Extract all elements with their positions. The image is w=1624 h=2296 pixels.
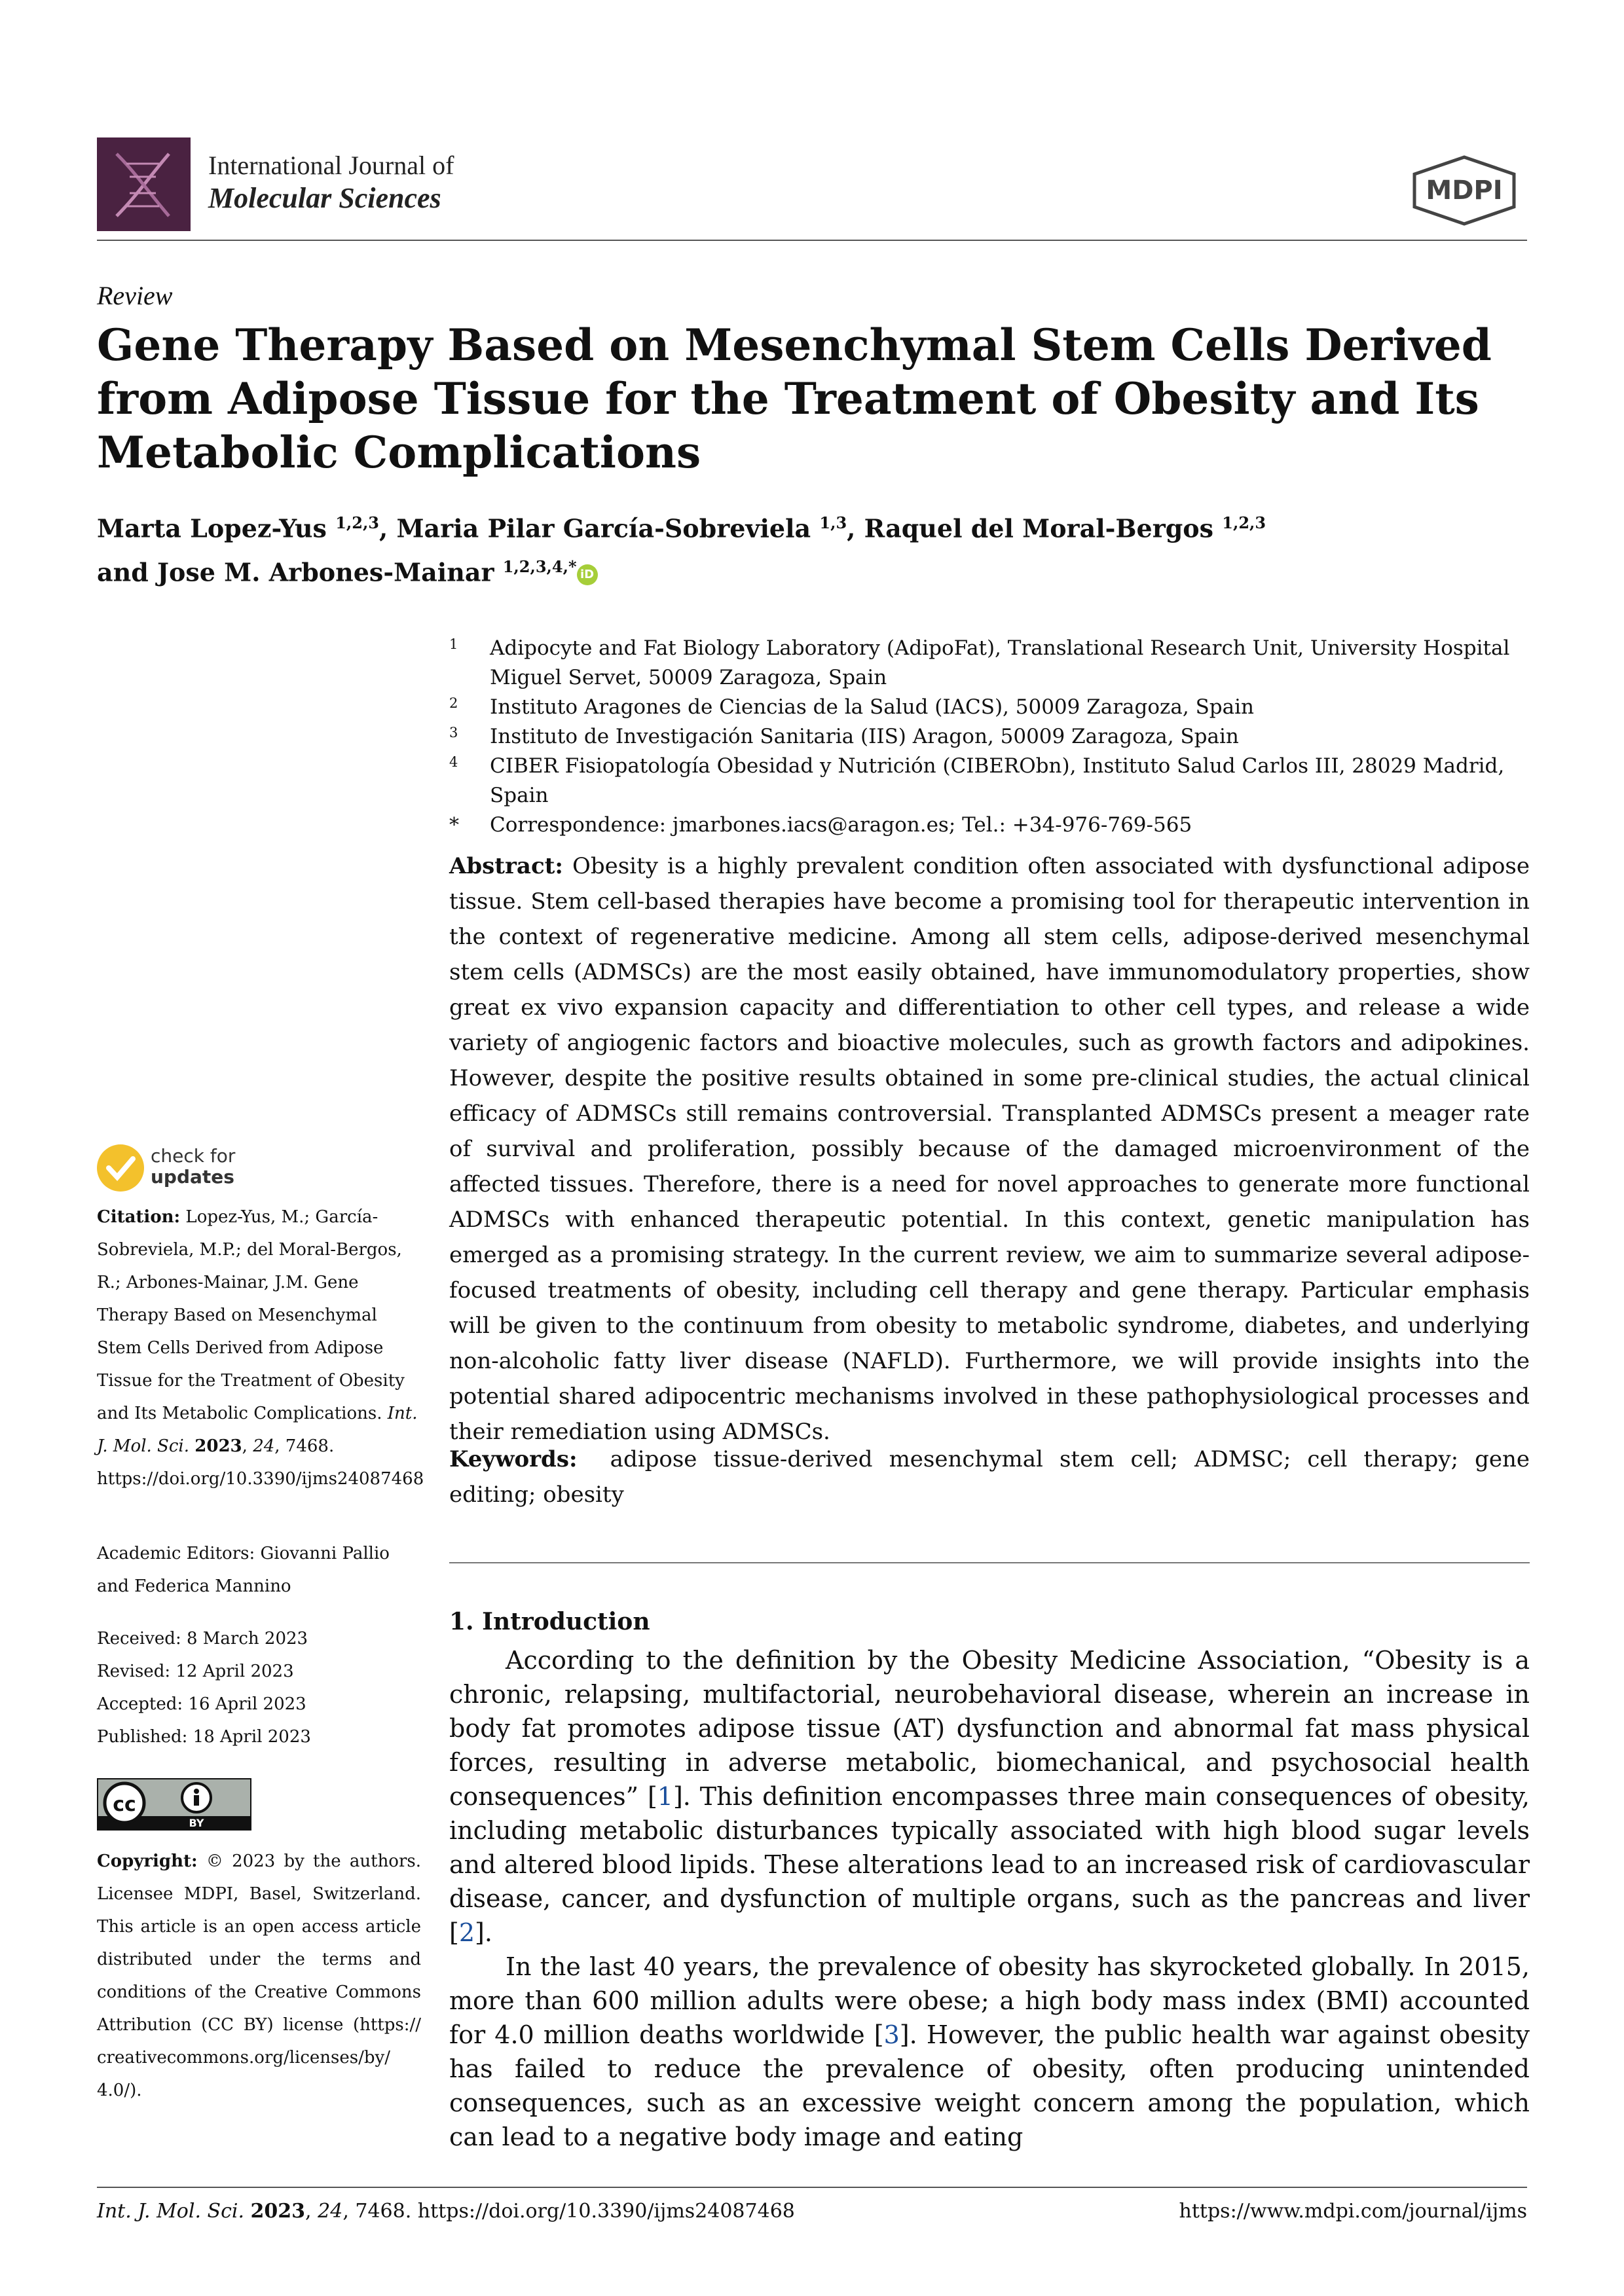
- paragraph: [449, 1950, 1530, 2154]
- copyright-label: Copyright:: [97, 1851, 198, 1871]
- paragraph-text: ]. This definition encompasses three main consequences of obesity, including metabolic disturbances typically associated with high blood sugar levels and altered blood lipids. These alterations lead to an increased risk of cardiovascular disease, cancer, and dysfunction of multiple organs, such as the pancreas and liver [: [449, 1782, 1530, 1947]
- affiliation-number: 2: [449, 695, 458, 711]
- paragraph-text: According to the definition by the Obesity Medicine Association, “Obesity is a chronic, relapsing, multifactorial, neurobehavioral disease, wherein an increase in body fat promotes adipose tissue (AT) dysfunction and abnormal fat mass physical forces, resulting in adverse metabolic, biomechanical, and psychosocial health consequences” [: [449, 1646, 1530, 1811]
- affiliation-number: 4: [449, 754, 458, 770]
- citation-label: Citation:: [97, 1207, 181, 1227]
- affiliation-text: Instituto de Investigación Sanitaria (IIS) Aragon, 50009 Zaragoza, Spain: [490, 725, 1239, 748]
- correspondence-mark: *: [449, 814, 459, 837]
- reference-link[interactable]: 1: [657, 1782, 673, 1811]
- introduction-body: [449, 1643, 1530, 2154]
- academic-editors: Academic Editors: Giovanni Pallio and Federica Mannino: [97, 1544, 390, 1596]
- paragraph-text: ].: [475, 1918, 492, 1947]
- abstract: [449, 848, 1530, 1449]
- affiliation-item: [449, 693, 1530, 722]
- footer-volume: 24: [318, 2200, 343, 2223]
- keywords: [449, 1442, 1530, 1512]
- abstract-text: Obesity is a highly prevalent condition often associated with dysfunctional adipose tissue. Stem cell-based therapies have become a promising tool for therapeutic intervention in the context of regenerative medicine. Among all stem cells, adipose-derived mesenchymal stem cells (ADMSCs) are the most easily obtained, have immunomodulatory properties, show great ex vivo expansion capacity and differentiation to other cell types, and release a wide variety of angiogenic factors and bioactive molecules, such as growth factors and adipokines. However, despite the positive results obtained in some pre-clinical studies, the actual clinical efficacy of ADMSCs still remains controversial. Transplanted ADMSCs present a meager rate of survival and proliferation, possibly because of the damaged microenvironment of the affected tissues. Therefore, there is a need for novel approaches to generate more functional ADMSCs with enhanced therapeutic potential. In this context, genetic manipulation has emerged as a promising strategy. In the current review, we aim to summarize several adipose-focused treatments of obesity, including cell therapy and gene therapy. Particular emphasis will be given to the continuum from obesity to metabolic syndrome, diabetes, and underlying non-alcoholic fatty liver disease (NAFLD). Furthermore, we will provide insights into the potential shared adipocentric mechanisms involved in these pathophysiological processes and their remediation using ADMSCs.: [449, 853, 1530, 1445]
- section-heading: 1. Introduction: [449, 1608, 650, 1635]
- affiliation-item: [449, 752, 1530, 811]
- copyright: [97, 1845, 421, 2107]
- affiliation-text: Adipocyte and Fat Biology Laboratory (AdipoFat), Translational Research Unit, University Hospital Miguel Servet, 50009 Zaragoza, Spain: [490, 636, 1510, 689]
- affiliation-text: CIBER Fisiopatología Obesidad y Nutrición (CIBERObn), Instituto Salud Carlos III, 28029 Madrid, Spain: [490, 754, 1505, 807]
- orcid-icon[interactable]: iD: [577, 564, 598, 585]
- citation-volume: 24: [253, 1436, 275, 1456]
- citation-doi[interactable]: , 7468. https://doi.org/10.3390/ijms24087468: [97, 1436, 424, 1489]
- correspondence: [449, 811, 1530, 840]
- author-name[interactable]: Raquel del Moral-Bergos: [864, 513, 1214, 543]
- journal-name-line1: International Journal of: [208, 151, 454, 180]
- author-sep: ,: [379, 513, 397, 543]
- check-for-updates[interactable]: [97, 1144, 248, 1197]
- paragraph-text: In the last 40 years, the prevalence of obesity has skyrocketed globally. In 2015, more than 600 million adults were obese; a high body mass index (BMI) accounted for 4.0 million deaths worldwide [: [449, 1952, 1530, 2049]
- cc-by-license-badge[interactable]: [97, 1778, 251, 1831]
- article-type: Review: [97, 281, 173, 310]
- affiliation-number: 3: [449, 725, 458, 740]
- check-updates-line1: check for: [151, 1145, 236, 1167]
- footer-journal: Int. J. Mol. Sci.: [97, 2200, 244, 2223]
- author-affil: 1,2,3: [335, 513, 379, 532]
- cc-by-text: BY: [189, 1817, 204, 1829]
- citation-journal: Int. J. Mol. Sci.: [97, 1404, 418, 1456]
- article-dates: [97, 1622, 421, 1753]
- footer-journal-url[interactable]: https://www.mdpi.com/journal/ijms: [1179, 2200, 1527, 2223]
- date-received: Received: 8 March 2023: [97, 1629, 308, 1649]
- date-accepted: Accepted: 16 April 2023: [97, 1694, 306, 1714]
- citation-year: 2023: [194, 1436, 242, 1456]
- footer-rule: [97, 2187, 1527, 2188]
- keywords-text: adipose tissue-derived mesenchymal stem cell; ADMSC; cell therapy; gene editing; obesity: [449, 1446, 1530, 1508]
- mdpi-logo: [1409, 155, 1519, 227]
- article-title: Gene Therapy Based on Mesenchymal Stem Cells Derived from Adipose Tissue for the Treatment of Obesity and Its Metabolic Complications: [97, 319, 1492, 478]
- journal-logo: [97, 137, 191, 231]
- author-affil: 1,2,3: [1222, 513, 1266, 532]
- affiliation-text: Instituto Aragones de Ciencias de la Salud (IACS), 50009 Zaragoza, Spain: [490, 695, 1255, 719]
- reference-link[interactable]: 2: [458, 1918, 475, 1947]
- check-updates-text: [151, 1146, 235, 1188]
- affiliation-number: 1: [449, 636, 458, 652]
- check-updates-line2: updates: [151, 1166, 234, 1188]
- footer-citation: Int. J. Mol. Sci. 2023, 24, 7468. https://doi.org/10.3390/ijms24087468: [97, 2200, 795, 2223]
- affiliations: [449, 634, 1530, 840]
- mdpi-logo-text: MDPI: [1426, 175, 1503, 206]
- affiliation-item: [449, 634, 1530, 693]
- journal-name: [208, 149, 454, 215]
- paragraph: [449, 1643, 1530, 1950]
- journal-name-line2: Molecular Sciences: [208, 182, 441, 214]
- header-rule: [97, 240, 1527, 241]
- keywords-label: Keywords:: [449, 1446, 578, 1472]
- author-sep: ,: [847, 513, 864, 543]
- author-name[interactable]: Marta Lopez-Yus: [97, 513, 327, 543]
- date-revised: Revised: 12 April 2023: [97, 1662, 294, 1681]
- author-name[interactable]: and Jose M. Arbones-Mainar: [97, 557, 494, 587]
- paragraph-text: ]. However, the public health war against obesity has failed to reduce the prevalence of obesity, often producing unintended consequences, such as an excessive weight concern among the population, which can lead to a negative body image and eating: [449, 2020, 1530, 2151]
- author-name[interactable]: Maria Pilar García-Sobreviela: [396, 513, 811, 543]
- citation: Citation: Lopez-Yus, M.; García-Sobreviela, M.P.; del Moral-Bergos, R.; Arbones-Mainar, J.M. Gene Therapy Based on Mesenchymal Stem Cells Derived from Adipose Tissue for the Treatment of Obesity and Its Metabolic Complications. Int. J. Mol. Sci. 2023, 24, 7468. https://doi.org/10.3390/ijms24087468: [97, 1207, 424, 1489]
- reference-link[interactable]: 3: [883, 2020, 900, 2049]
- affiliation-item: [449, 722, 1530, 752]
- citation-text: Lopez-Yus, M.; García-Sobreviela, M.P.; del Moral-Bergos, R.; Arbones-Mainar, J.M. Gene Therapy Based on Mesenchymal Stem Cells Derived from Adipose Tissue for the Treatment of Obesity and Its Metabolic Complications.: [97, 1207, 405, 1423]
- date-published: Published: 18 April 2023: [97, 1727, 311, 1747]
- author-list: [97, 504, 1538, 591]
- footer-year: 2023: [250, 2200, 306, 2223]
- abstract-rule: [449, 1562, 1530, 1563]
- footer-doi[interactable]: , 7468. https://doi.org/10.3390/ijms24087468: [342, 2200, 795, 2223]
- copyright-text: © 2023 by the authors. Licensee MDPI, Basel, Switzerland. This article is an open access article distributed under the terms and conditions of the Creative Commons Attribution (CC BY) license (https:// creativecommons.org/licenses/by/ 4.0/).: [97, 1851, 421, 2100]
- author-affil: 1,2,3,4,*: [502, 556, 577, 576]
- abstract-label: Abstract:: [449, 853, 563, 879]
- check-icon: [97, 1144, 144, 1192]
- svg-text:cc: cc: [113, 1793, 136, 1816]
- correspondence-text[interactable]: Correspondence: jmarbones.iacs@aragon.es; Tel.: +34-976-769-565: [490, 813, 1192, 837]
- author-affil: 1,3: [819, 513, 847, 532]
